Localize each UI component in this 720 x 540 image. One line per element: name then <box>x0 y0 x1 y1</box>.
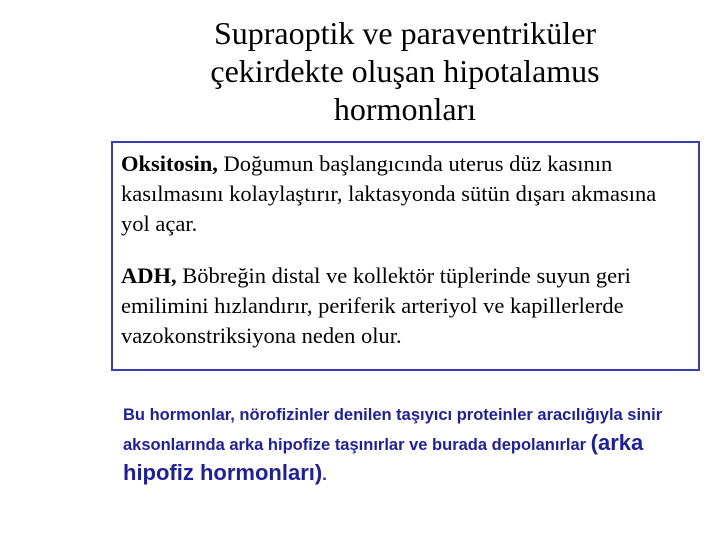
adh-description: Böbreğin distal ve kollektör tüplerinde suyun geri emilimini hızlandırır, periferik arteriyol ve kapillerlerde vazokonstriksiyona neden olur. <box>121 263 631 348</box>
transport-note-period: . <box>322 466 327 484</box>
hormone-definitions-box <box>111 141 700 371</box>
slide-title: Supraoptik ve paraventriküler çekirdekte oluşan hipotalamus hormonları <box>210 15 600 127</box>
oxytocin-term: Oksitosin, <box>121 151 218 176</box>
transport-note <box>123 402 703 489</box>
adh-paragraph <box>121 261 690 351</box>
transport-note-text: Bu hormonlar, nörofizinler denilen taşıyıcı proteinler aracılığıyla sinir aksonlarında arka hipofize taşınırlar ve burada depolanırlar <box>123 406 663 454</box>
transport-note-emphasis: (arka hipofiz hormonları) <box>123 430 644 485</box>
oxytocin-description: Doğumun başlangıcında uterus düz kasının kasılmasını kolaylaştırır, laktasyonda sütün dışarı akmasına yol açar. <box>121 151 657 236</box>
oxytocin-paragraph <box>121 149 690 239</box>
adh-term: ADH, <box>121 263 177 288</box>
